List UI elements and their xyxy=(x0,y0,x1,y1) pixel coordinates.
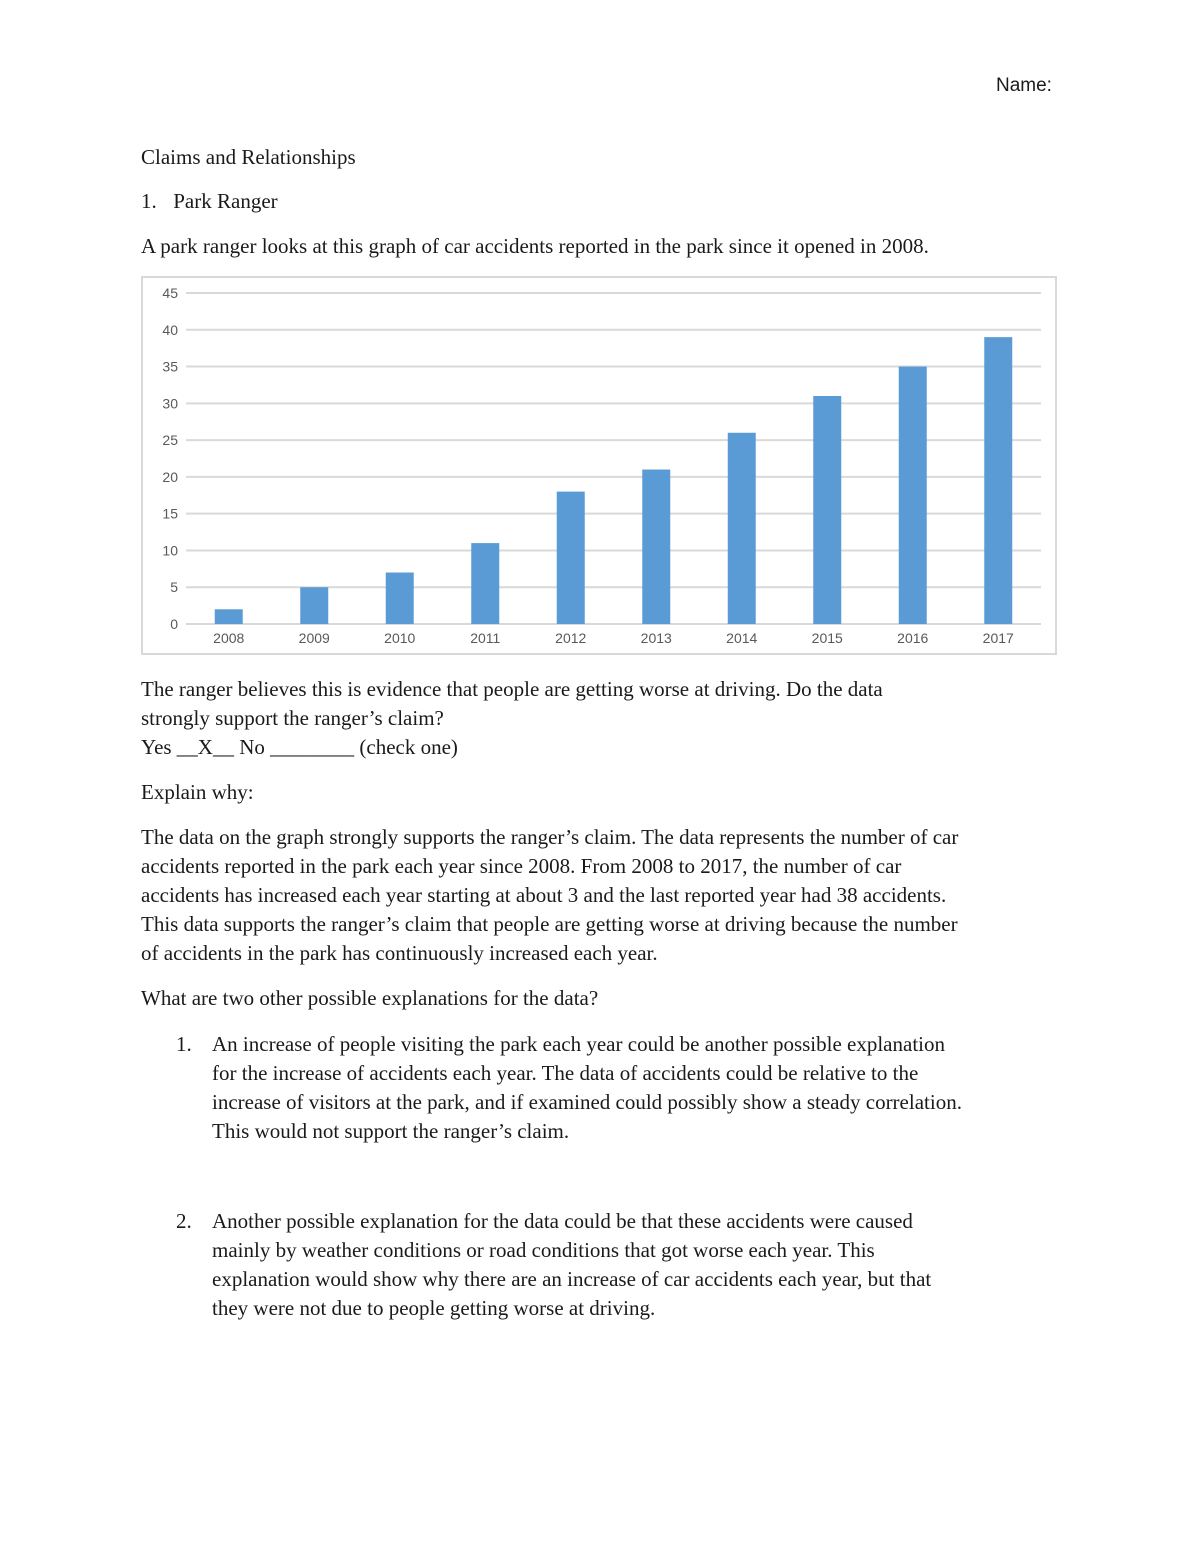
answer-line: they were not due to people getting worse at driving. xyxy=(212,1296,656,1320)
x-tick-label: 2013 xyxy=(640,630,672,646)
answer-text xyxy=(212,1030,962,1146)
answer-line: This would not support the ranger’s claim. xyxy=(212,1119,570,1143)
explain-prompt: Explain why: xyxy=(141,780,254,804)
answer-text xyxy=(212,1207,931,1323)
claim-line: The ranger believes this is evidence that people are getting worse at driving. Do the data xyxy=(141,677,883,701)
answer-line: Another possible explanation for the data could be that these accidents were caused xyxy=(212,1209,913,1233)
bar xyxy=(899,367,927,624)
explanation-line: accidents reported in the park each year since 2008. From 2008 to 2017, the number of car xyxy=(141,854,902,878)
y-tick-label: 10 xyxy=(162,542,178,559)
bar xyxy=(215,609,243,624)
y-tick-label: 30 xyxy=(162,395,178,412)
y-tick-label: 0 xyxy=(170,616,178,632)
explanation-line: The data on the graph strongly supports the ranger’s claim. The data represents the number of car xyxy=(141,825,959,849)
bar xyxy=(728,433,756,624)
explanation-line: of accidents in the park has continuously increased each year. xyxy=(141,941,658,965)
other-explanations-prompt: What are two other possible explanations for the data? xyxy=(141,986,599,1010)
answer-line: An increase of people visiting the park each year could be another possible explanation xyxy=(212,1032,945,1056)
answer-line: explanation would show why there are an increase of car accidents each year, but that xyxy=(212,1267,932,1291)
x-tick-label: 2016 xyxy=(897,630,929,646)
bar xyxy=(813,396,841,624)
y-tick-label: 5 xyxy=(170,579,178,596)
answer-line: for the increase of accidents each year. The data of accidents could be relative to the xyxy=(212,1061,919,1085)
question-intro: A park ranger looks at this graph of car accidents reported in the park since it opened in 2008. xyxy=(141,234,929,258)
explanation-line: accidents has increased each year starting at about 3 and the last reported year had 38 accidents. xyxy=(141,883,947,907)
bar xyxy=(642,470,670,624)
claim-paragraph xyxy=(141,675,1081,733)
accidents-bar-chart xyxy=(141,276,1057,655)
question-title: Park Ranger xyxy=(173,189,278,213)
name-label: Name: xyxy=(996,75,1052,96)
answer-line: mainly by weather conditions or road conditions that got worse each year. This xyxy=(212,1238,875,1262)
check-one-line: Yes __X__ No ________ (check one) xyxy=(141,735,458,759)
y-tick-label: 20 xyxy=(162,468,178,485)
bar xyxy=(300,587,328,624)
question-number: 1. xyxy=(141,189,157,213)
x-tick-label: 2011 xyxy=(470,630,501,646)
y-tick-label: 35 xyxy=(162,358,178,375)
bar xyxy=(557,492,585,624)
worksheet-title: Claims and Relationships xyxy=(141,145,356,169)
x-tick-label: 2009 xyxy=(298,630,330,646)
x-tick-label: 2017 xyxy=(982,630,1014,646)
x-tick-label: 2010 xyxy=(384,630,416,646)
y-tick-label: 15 xyxy=(162,505,178,522)
y-tick-label: 40 xyxy=(162,321,178,338)
explanation-paragraph xyxy=(141,823,1081,968)
x-tick-label: 2014 xyxy=(726,630,758,646)
x-tick-label: 2008 xyxy=(213,630,245,646)
claim-line: strongly support the ranger’s claim? xyxy=(141,706,444,730)
x-tick-label: 2012 xyxy=(555,630,587,646)
chart-svg xyxy=(143,278,1055,653)
answer-number: 1. xyxy=(176,1032,192,1056)
explanation-line: This data supports the ranger’s claim that people are getting worse at driving because the number xyxy=(141,912,958,936)
answer-number: 2. xyxy=(176,1209,192,1233)
bar xyxy=(386,573,414,624)
bar xyxy=(471,543,499,624)
x-tick-label: 2015 xyxy=(811,630,843,646)
answer-line: increase of visitors at the park, and if examined could possibly show a steady correlation. xyxy=(212,1090,962,1114)
question-heading xyxy=(141,187,278,216)
y-tick-label: 25 xyxy=(162,432,178,449)
y-tick-label: 45 xyxy=(162,285,178,301)
bar xyxy=(984,337,1012,624)
